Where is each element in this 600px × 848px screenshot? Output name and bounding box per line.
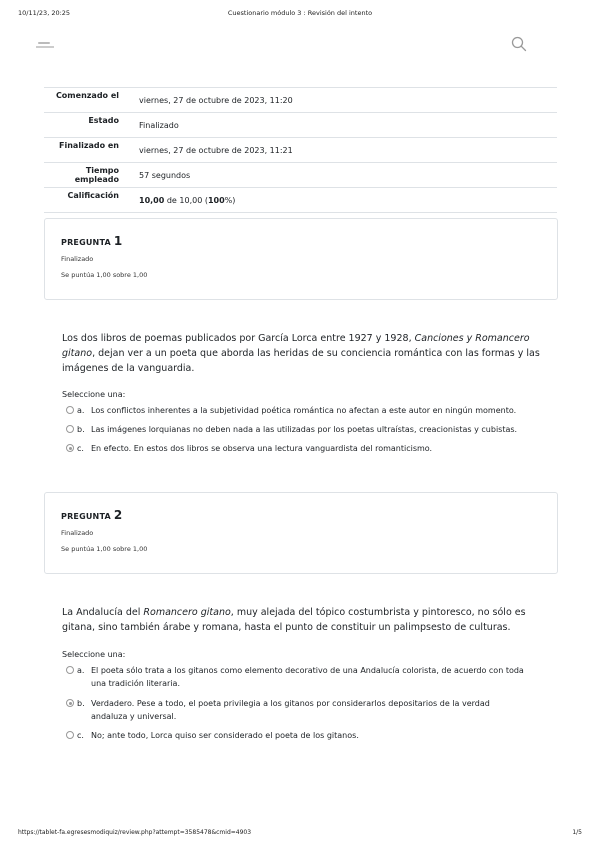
question-state: Finalizado [61,529,94,537]
summary-row-state [44,112,557,137]
question-text: Los dos libros de poemas publicados por García Lorca entre 1927 y 1928, Canciones y Romancero gitano, dejan ver a un poeta que aborda las heridas de su conciencia romántica con las formas y las imágenes de la vanguardia. [62,333,540,374]
option-text: En efecto. En estos dos libros se observa una lectura vanguardista del romanticismo. [91,444,433,453]
search-icon[interactable] [511,36,527,52]
print-date: 10/11/23, 20:25 [18,9,71,17]
answer-option[interactable] [66,404,526,417]
option-letter: c. [77,444,84,453]
summary-label: Estado [88,116,119,125]
question-state: Finalizado [61,255,94,263]
answer-prompt: Seleccione una: [62,650,126,659]
option-letter: a. [77,406,85,415]
summary-value [119,188,235,212]
answer-prompt: Seleccione una: [62,390,126,399]
radio-button[interactable] [66,425,74,433]
question-title: PREGUNTA 1 [61,234,123,248]
print-page-number: 1/5 [572,829,582,836]
grade-score: 10,00 [139,196,165,205]
summary-value: viernes, 27 de octubre de 2023, 11:21 [139,146,293,155]
summary-row-started [44,87,557,112]
print-title: Cuestionario módulo 3 : Revisión del intento [227,9,373,17]
option-text: Las imágenes lorquianas no deben nada a las utilizadas por los poetas ultraístas, creacionistas y cubistas. [91,425,518,434]
answer-option[interactable] [66,664,526,690]
option-letter: b. [77,699,85,708]
question-info-card [44,492,558,574]
summary-label: Calificación [67,191,119,200]
grade-close: %) [224,196,236,205]
radio-button[interactable] [66,666,74,674]
answer-option[interactable] [66,729,526,742]
radio-button-checked[interactable] [66,699,74,707]
answer-option-selected[interactable] [66,697,526,723]
question-text: La Andalucía del Romancero gitano, muy alejada del tópico costumbrista y pintoresco, no sólo es gitana, sino también árabe y romana, hasta el punto de constituir un palimpsesto de culturas. [62,607,526,633]
question-info-card [44,218,558,300]
option-letter: b. [77,425,85,434]
grade-percent: 100 [207,196,225,205]
question-title: PREGUNTA 2 [61,508,123,522]
summary-value: Finalizado [139,121,179,130]
option-letter: a. [77,666,85,675]
radio-button[interactable] [66,406,74,414]
print-url: https://tablet-fa.egresesmodiquiz/review.php?attempt=3585478&cmid=4903 [18,829,252,836]
option-text: No; ante todo, Lorca quiso ser considerado el poeta de los gitanos. [91,731,359,740]
attempt-summary-table [44,87,557,213]
answer-option[interactable] [66,423,526,436]
summary-label: Comenzado el [55,91,119,100]
option-text: Los conflictos inherentes a la subjetividad poética romántica no afectan a este autor en ningún momento. [91,406,517,415]
summary-value: 57 segundos [139,171,191,180]
site-logo[interactable] [36,40,54,50]
option-text: El poeta sólo trata a los gitanos como elemento decorativo de una Andalucía colorista, de acuerdo con toda una tradición literaria. [91,666,524,688]
summary-row-time-taken [44,162,557,187]
question-grade: Se puntúa 1,00 sobre 1,00 [61,545,148,553]
question-number: 1 [113,234,123,248]
radio-button-checked[interactable] [66,444,74,452]
summary-row-grade [44,187,557,213]
answer-option-selected[interactable] [66,442,526,455]
summary-row-finished [44,137,557,162]
option-text: Verdadero. Pese a todo, el poeta privilegia a los gitanos por considerarlos depositarios de la verdad andaluza y universal. [91,699,490,721]
summary-value: viernes, 27 de octubre de 2023, 11:20 [139,96,293,105]
grade-of: de 10,00 ( [164,196,208,205]
question-grade: Se puntúa 1,00 sobre 1,00 [61,271,148,279]
radio-button[interactable] [66,731,74,739]
summary-label: Tiempo empleado [74,166,119,184]
summary-label: Finalizado en [59,141,119,150]
question-number: 2 [113,508,123,522]
option-letter: c. [77,731,84,740]
